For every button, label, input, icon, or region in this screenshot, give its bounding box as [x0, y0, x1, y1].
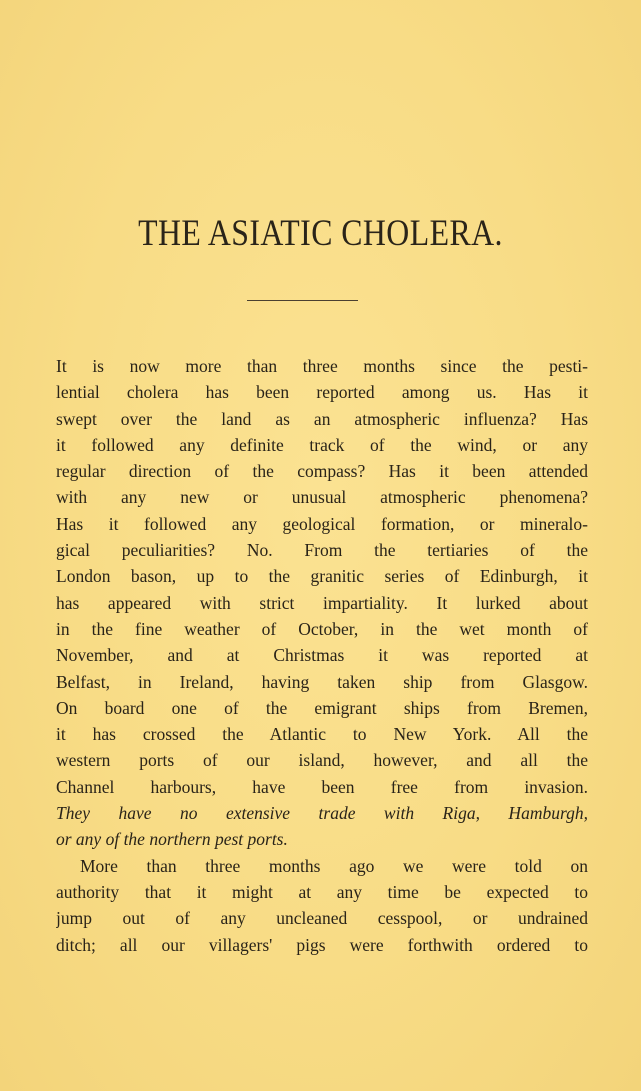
- text-line: Channel harbours, have been free from invasion.: [56, 776, 588, 797]
- text-line: it has crossed the Atlantic to New York. All the: [56, 724, 588, 745]
- text-line-italic: They have no extensive trade with Riga, Hamburgh,: [56, 803, 588, 824]
- text-line: Has it followed any geological formation, or mineralo-: [56, 513, 588, 534]
- title-divider-rule: [247, 300, 358, 301]
- text-line: has appeared with strict impartiality. It lurked about: [56, 592, 588, 613]
- text-line: western ports of our island, however, and all the: [56, 750, 588, 771]
- text-line: authority that it might at any time be expected to: [56, 881, 588, 902]
- body-text: [56, 353, 588, 958]
- text-line-italic: or any of the northern pest ports.: [56, 829, 288, 850]
- text-line: it followed any definite track of the wind, or any: [56, 434, 588, 455]
- text-line: jump out of any uncleaned cesspool, or undrained: [56, 908, 588, 929]
- text-line-paragraph-start: More than three months ago we were told on: [80, 855, 588, 876]
- text-line: gical peculiarities? No. From the tertiaries of the: [56, 540, 588, 561]
- text-line: with any new or unusual atmospheric phenomena?: [56, 487, 588, 508]
- text-line: lential cholera has been reported among us. Has it: [56, 382, 588, 403]
- text-line: ditch; all our villagers' pigs were forthwith ordered to: [56, 934, 588, 955]
- text-line: November, and at Christmas it was reported at: [56, 645, 588, 666]
- text-line: Belfast, in Ireland, having taken ship from Glasgow.: [56, 671, 588, 692]
- text-line: London bason, up to the granitic series of Edinburgh, it: [56, 566, 588, 587]
- text-line: in the fine weather of October, in the wet month of: [56, 618, 588, 639]
- text-line: On board one of the emigrant ships from Bremen,: [56, 697, 588, 718]
- text-line: swept over the land as an atmospheric influenza? Has: [56, 408, 588, 429]
- chapter-title: THE ASIATIC CHOLERA.: [138, 213, 503, 254]
- text-line: regular direction of the compass? Has it been attended: [56, 461, 588, 482]
- text-line: It is now more than three months since the pesti-: [56, 356, 588, 376]
